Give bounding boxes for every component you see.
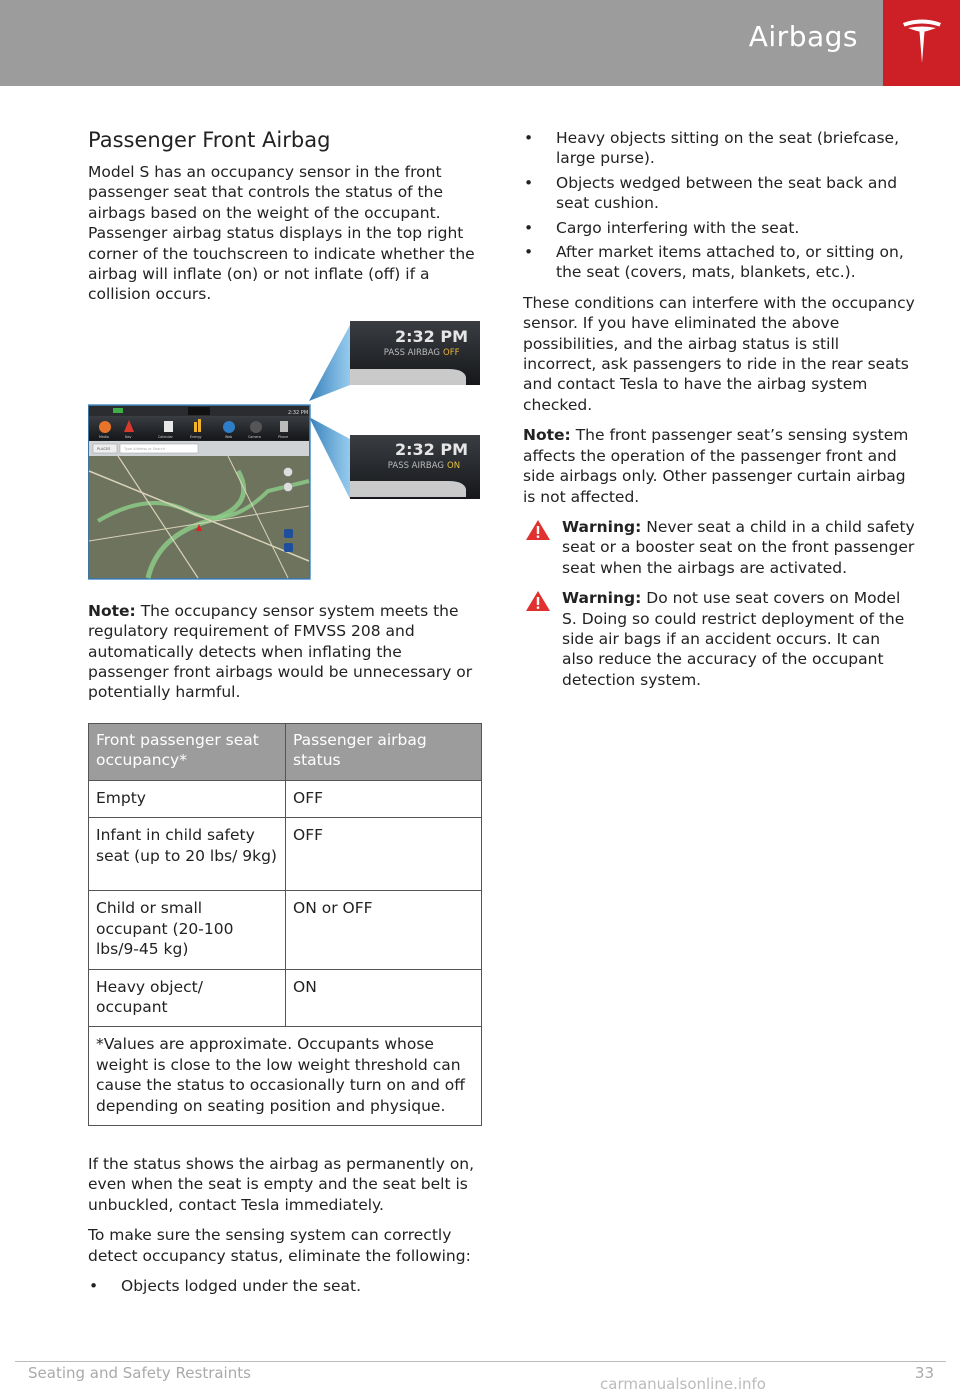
eliminate-paragraph: To make sure the sensing system can correctly detect occupancy status, eliminate the following: [88,1226,471,1265]
callout-top-status: OFF [443,347,460,358]
app-label-nav: Nav [125,434,132,439]
status-bar-time: 2:32 PM [288,409,309,416]
list-item: • Cargo interfering with the seat. [524,218,800,237]
map-layer-icon [284,543,293,552]
warning-seat-covers [523,588,915,690]
warning-label: Warning: [562,517,642,536]
callout-bottom-label: PASS AIRBAG [387,460,444,471]
callout-beam-top [309,325,350,401]
table-row [89,818,482,891]
app-label-energy: Energy [190,434,202,439]
table-cell: OFF [286,780,482,817]
list-item: • After market items attached to, or sitting on, the seat (covers, mats, blankets, etc.). [524,243,904,282]
table-cell: ON or OFF [286,891,482,969]
warning-label: Warning: [562,589,642,608]
warning-triangle-icon [525,590,551,612]
warning-triangle-icon [525,519,551,541]
zoom-in-icon [284,467,293,476]
table-header-occupancy: Front passenger seat occupancy* [89,723,286,780]
eliminate-list-left [88,1276,482,1296]
table-footnote-row [89,1027,482,1126]
app-label-phone: Phone [278,434,289,439]
list-item: • Objects lodged under the seat. [89,1276,362,1295]
table-header-status: Passenger airbag status [286,723,482,780]
footer-divider [15,1361,946,1362]
app-label-media: Media [99,434,109,439]
map-search-placeholder: Type Address or Search [124,446,165,451]
note-occupancy [88,601,482,703]
footer-section-title: Seating and Safety Restraints [28,1364,251,1382]
note-sensing [523,425,915,507]
battery-icon [113,408,123,413]
footer-page-number: 33 [914,1364,934,1382]
left-column [88,128,482,1306]
app-web-icon [223,421,235,433]
airbag-status-table [88,723,482,1126]
note-text: The front passenger seat’s sensing system affects the operation of the passenger front and side airbags only. Other passenger curtain airbag is not affected. [523,426,909,506]
app-label-camera: Camera [248,434,261,439]
callout-top-label: PASS AIRBAG [383,347,440,358]
section-heading: Passenger Front Airbag [88,128,331,152]
app-media-icon [99,421,111,433]
table-row [89,891,482,969]
compass-icon [284,529,293,538]
table-cell: Heavy object/ occupant [89,969,286,1027]
page-title: Airbags [748,20,858,53]
callout-top-time: 2:32 PM [394,326,468,346]
app-phone-icon [280,421,288,432]
callout-bottom-status: ON [447,460,461,471]
table-cell: ON [286,969,482,1027]
touchscreen-illustration [88,321,482,591]
table-cell: Empty [89,780,286,817]
table-cell: Infant in child safety seat (up to 20 lbs/ 9kg) [89,818,286,891]
table-footnote: *Values are approximate. Occupants whose weight is close to the low weight threshold can cause the status to occasionally turn on and off depending on seating position and physique. [89,1027,482,1126]
note-label: Note: [523,426,571,445]
list-item: • Objects wedged between the seat back and seat cushion. [524,173,898,213]
conditions-paragraph: These conditions can interfere with the occupancy sensor. If you have eliminated the above possibilities, and the airbag status is still incorrect, ask passengers to ride in the rear seats and contact Tesla to have the airbag system checked. [523,293,915,414]
tesla-tab-icon [188,407,210,415]
note-text: The occupancy sensor system meets the regulatory requirement of FMVSS 208 and automatically detects when inflating the passenger front airbags would be unnecessary or potentially harmful. [88,601,473,702]
table-row [89,969,482,1027]
app-label-web: Web [225,434,233,439]
watermark: carmanualsonline.info [600,1375,766,1393]
table-cell: Child or small occupant (20-100 lbs/9-45 kg) [89,891,286,969]
table-row [89,780,482,817]
app-camera-icon [250,421,262,433]
right-column [523,128,915,700]
tesla-logo-icon [901,17,943,67]
brand-logo-box [883,0,960,86]
note-label: Note: [88,601,136,620]
warning-child-seat [523,517,915,578]
permanent-on-paragraph: If the status shows the airbag as permanently on, even when the seat is empty and the seat belt is unbuckled, contact Tesla immediately. [88,1154,475,1214]
zoom-out-icon [284,482,293,491]
app-calendar-icon [164,421,173,432]
app-energy-icon [194,422,197,432]
eliminate-list-right [523,128,915,283]
app-label-calendar: Calendar [158,434,173,439]
list-item: • Heavy objects sitting on the seat (briefcase, large purse). [524,129,899,168]
table-header-row [89,723,482,780]
places-button-label: PLACES [97,446,111,451]
warning-text: Never seat a child in a child safety seat or a booster seat on the front passenger seat when the airbags are activated. [562,517,915,577]
callout-bottom-time: 2:32 PM [394,439,468,459]
callout-beam-bottom [309,417,350,499]
touchscreen-figure [88,321,482,591]
table-cell: OFF [286,818,482,891]
intro-paragraph: Model S has an occupancy sensor in the front passenger seat that controls the status of the airbags based on the weight of the occupant. Passenger airbag status displays in the top right corner of the touchscreen to indicate whether the airbag will inflate (on) or not inflate (off) if a collision occurs. [88,163,475,304]
warning-text: Do not use seat covers on Model S. Doing so could restrict deployment of the side air bags if an accident occurs. It can also reduce the accuracy of the occupant detection system. [562,589,905,689]
